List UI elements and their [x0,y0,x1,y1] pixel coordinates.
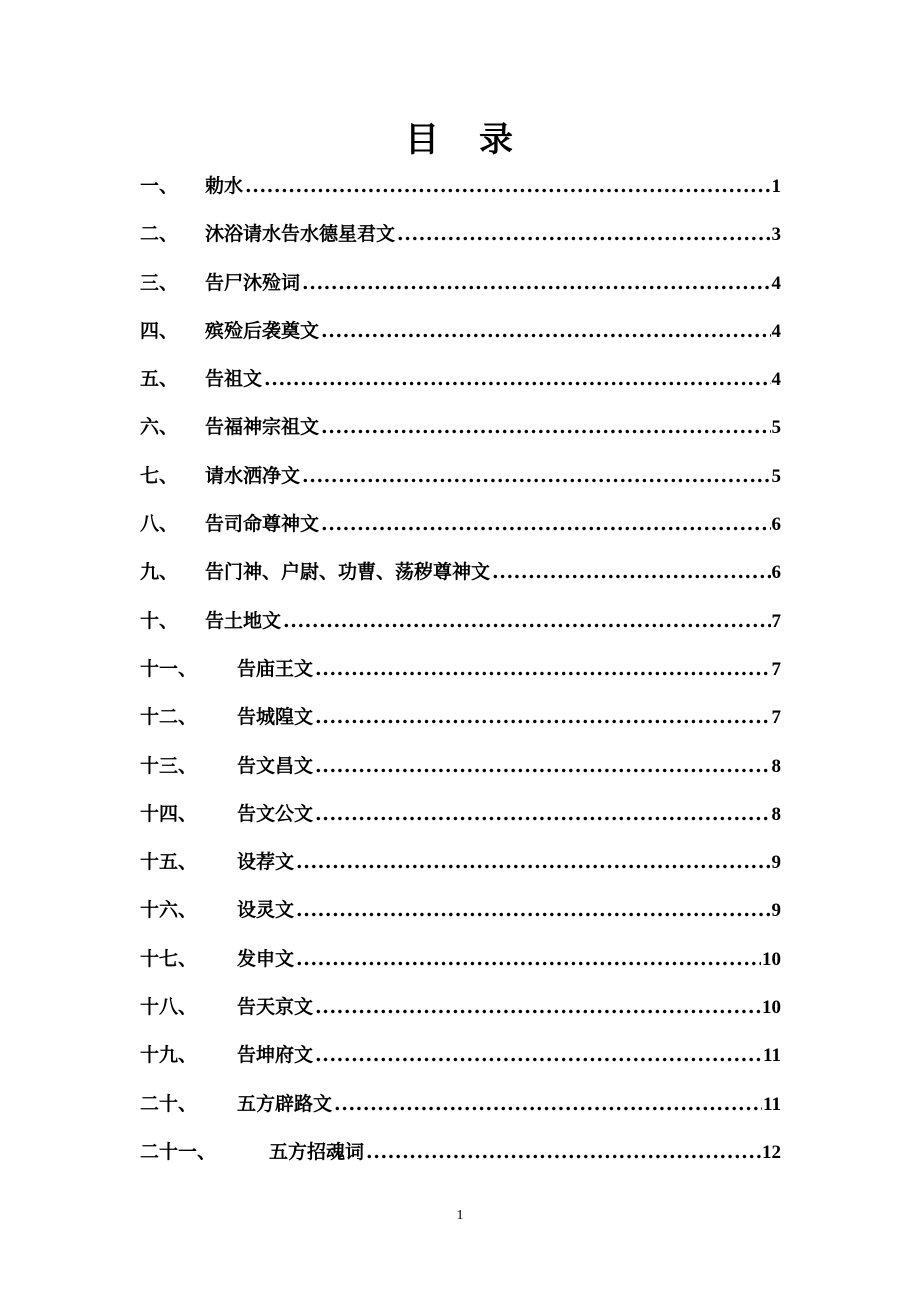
toc-entry[interactable] [140,407,781,455]
toc-leader-dots [366,1132,761,1172]
toc-entry-page: 5 [771,465,781,487]
toc-entry-page: 11 [763,1093,781,1115]
toc-entry-title: 请水洒净文 [205,464,301,487]
toc-entry-title: 告庙王文 [237,657,314,680]
toc-entry-page: 3 [771,224,781,246]
page-title [0,112,920,161]
toc-leader-dots [302,263,770,303]
toc-entry-title: 告尸沐殓词 [205,271,301,294]
toc-entry-page: 4 [771,369,781,391]
toc-leader-dots [283,601,770,641]
toc-entry[interactable] [140,697,781,745]
toc-entry[interactable] [140,601,781,649]
table-of-contents [140,166,781,1180]
toc-entry-number: 十、 [140,609,179,632]
toc-leader-dots [315,794,770,834]
toc-entry-page: 10 [762,997,781,1019]
toc-leader-dots [321,311,770,351]
toc-entry-title: 告城隍文 [237,706,314,729]
toc-leader-dots [264,359,770,399]
toc-entry-page: 6 [771,514,781,536]
toc-entry[interactable] [140,1035,781,1083]
toc-entry-title: 告天京文 [237,996,314,1019]
toc-entry-number: 十五、 [140,851,198,874]
toc-leader-dots [302,456,770,496]
toc-entry[interactable] [140,649,781,697]
toc-entry-title: 五方招魂词 [269,1140,365,1163]
title-char-left: 目 [405,120,441,160]
toc-leader-dots [315,746,770,786]
toc-entry-number: 二十、 [140,1092,198,1115]
toc-entry-number: 十一、 [140,657,198,680]
toc-entry-number: 十八、 [140,996,198,1019]
toc-entry-number: 二、 [140,223,179,246]
toc-entry[interactable] [140,214,781,262]
toc-entry-number: 一、 [140,175,179,197]
toc-leader-dots [315,1035,762,1075]
toc-leader-dots [315,987,761,1027]
toc-entry-number: 七、 [140,464,179,487]
toc-entry-page: 8 [771,803,781,825]
toc-entry[interactable] [140,456,781,504]
toc-entry-number: 三、 [140,271,179,294]
toc-entry[interactable] [140,890,781,938]
toc-leader-dots [492,552,770,592]
toc-entry-number: 十九、 [140,1044,198,1067]
toc-leader-dots [321,504,770,544]
toc-entry-number: 六、 [140,416,179,439]
toc-entry-title: 告坤府文 [237,1044,314,1067]
toc-entry-page: 1 [771,176,781,197]
toc-leader-dots [296,842,770,882]
toc-entry[interactable] [140,1084,781,1132]
toc-entry-title: 沐浴请水告水德星君文 [205,223,396,246]
toc-entry[interactable] [140,939,781,987]
toc-entry[interactable] [140,311,781,359]
toc-entry-page: 7 [771,707,781,729]
toc-entry-number: 十七、 [140,947,198,970]
toc-entry-page: 5 [771,417,781,439]
toc-entry-page: 6 [771,562,781,584]
toc-entry-number: 二十一、 [140,1140,217,1163]
toc-leader-dots [315,649,770,689]
toc-entry-page: 9 [771,900,781,922]
toc-entry-title: 告祖文 [205,368,263,391]
toc-leader-dots [397,214,770,254]
toc-entry-title: 设荐文 [237,851,295,874]
toc-entry-page: 9 [771,852,781,874]
toc-entry-number: 十六、 [140,899,198,922]
toc-entry-title: 五方辟路文 [237,1092,333,1115]
toc-leader-dots [296,939,761,979]
toc-entry[interactable] [140,504,781,552]
toc-entry-page: 7 [771,658,781,680]
toc-entry[interactable] [140,359,781,407]
toc-entry[interactable] [140,746,781,794]
toc-entry[interactable] [140,552,781,600]
toc-entry-title: 发申文 [237,947,295,970]
toc-leader-dots [245,166,770,206]
toc-entry-page: 7 [771,610,781,632]
toc-entry-title: 告门神、户尉、功曹、荡秽尊神文 [205,561,491,584]
toc-entry-number: 十四、 [140,802,198,825]
toc-entry-number: 十三、 [140,754,198,777]
toc-entry-title: 告司命尊神文 [205,513,320,536]
toc-leader-dots [296,890,770,930]
toc-entry-page: 12 [762,1141,781,1163]
toc-entry-page: 8 [771,755,781,777]
toc-entry-number: 九、 [140,561,179,584]
toc-entry-title: 告土地文 [205,609,282,632]
toc-entry-number: 四、 [140,319,179,342]
toc-entry[interactable] [140,987,781,1035]
toc-entry-number: 五、 [140,368,179,391]
toc-entry-title: 告福神宗祖文 [205,416,320,439]
toc-leader-dots [334,1084,762,1124]
footer-page-number: 1 [456,1208,464,1223]
toc-entry[interactable] [140,166,781,214]
toc-entry[interactable] [140,842,781,890]
toc-entry-page: 4 [771,272,781,294]
toc-entry-title: 设灵文 [237,899,295,922]
toc-entry-page: 11 [763,1045,781,1067]
toc-entry[interactable] [140,1132,781,1180]
toc-entry-page: 4 [771,320,781,342]
toc-entry-number: 十二、 [140,706,198,729]
title-char-right: 录 [479,120,515,160]
toc-entry-title: 勅水 [205,175,244,197]
toc-entry-number: 八、 [140,513,179,536]
toc-entry-title: 告文公文 [237,802,314,825]
toc-leader-dots [321,407,770,447]
toc-entry-page: 10 [762,948,781,970]
toc-entry[interactable] [140,263,781,311]
toc-leader-dots [315,697,770,737]
toc-entry-title: 告文昌文 [237,754,314,777]
toc-entry[interactable] [140,794,781,842]
toc-entry-title: 殡殓后袭奠文 [205,319,320,342]
